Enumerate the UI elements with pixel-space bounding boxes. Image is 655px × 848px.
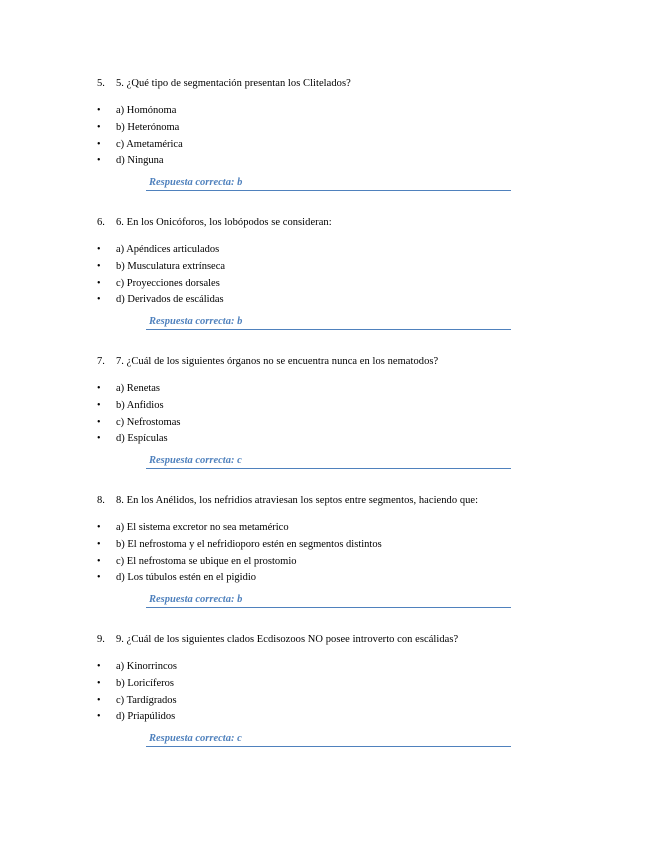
bullet-icon: • bbox=[97, 539, 101, 550]
question-label: 7. ¿Cuál de los siguientes órganos no se encuentra nunca en los nematodos? bbox=[116, 356, 439, 367]
bullet-icon: • bbox=[97, 711, 101, 722]
question-text bbox=[97, 355, 438, 369]
question-label: 8. En los Anélidos, los nefridios atraviesan los septos entre segmentos, haciendo que: bbox=[116, 495, 479, 506]
question-label: 5. ¿Qué tipo de segmentación presentan los Clitelados? bbox=[116, 78, 351, 89]
bullet-icon: • bbox=[97, 417, 101, 428]
answer-divider bbox=[146, 190, 511, 191]
question-number: 7. bbox=[97, 356, 105, 367]
bullet-icon: • bbox=[97, 155, 101, 166]
bullet-icon: • bbox=[97, 572, 101, 583]
correct-answer: Respuesta correcta: b bbox=[149, 594, 243, 605]
bullet-icon: • bbox=[97, 105, 101, 116]
question-text bbox=[97, 77, 351, 91]
question-number: 6. bbox=[97, 217, 105, 228]
question-text bbox=[97, 216, 332, 230]
bullet-icon: • bbox=[97, 244, 101, 255]
question-text bbox=[97, 633, 458, 647]
bullet-icon: • bbox=[97, 556, 101, 567]
question-number: 9. bbox=[97, 634, 105, 645]
bullet-icon: • bbox=[97, 695, 101, 706]
correct-answer: Respuesta correcta: b bbox=[149, 316, 243, 327]
bullet-icon: • bbox=[97, 522, 101, 533]
answer-divider bbox=[146, 329, 511, 330]
bullet-icon: • bbox=[97, 661, 101, 672]
answer-divider bbox=[146, 746, 511, 747]
document-page: 5. 5. ¿Qué tipo de segmentación presentan los Clitelados? • a) Homónoma • b) Heterónoma • c) Ametamérica • d) Ninguna Respuesta correcta: b 6. 6. En los Onicóforos, los lobópodos se consideran: • a) Apéndices articulados • b) Musculatura extrínseca • c) Proyecciones dorsales • d) Derivados de escálidas Respuesta correcta: b 7. 7. ¿Cuál de los siguientes órganos no se encuentra nunca en los nematodos? • a) Renetas • b) Anfidios • c) Nefrostomas • d) Espículas Respuesta correcta: c 8. 8. En los Anélidos, los nefridios atraviesan los septos entre segmentos, haciendo que: • a) El sistema excretor no sea metamérico • b) El nefrostoma y el nefridioporo estén en segmentos distintos • c) El nefrostoma se ubique en el prostomio • d) Los túbulos estén en el pigidio Respuesta correcta: b 9. 9. ¿Cuál de los siguientes clados Ecdisozoos NO posee introverto con escálidas? • a) Kinorrincos • b) Loricíferos • c) Tardígrados • d) Priapúlidos Respuesta correcta: c bbox=[0, 0, 655, 848]
question-text bbox=[97, 494, 478, 508]
bullet-icon: • bbox=[97, 383, 101, 394]
correct-answer: Respuesta correcta: b bbox=[149, 177, 243, 188]
answer-divider bbox=[146, 607, 511, 608]
correct-answer: Respuesta correcta: c bbox=[149, 733, 242, 744]
question-number: 8. bbox=[97, 495, 105, 506]
bullet-icon: • bbox=[97, 139, 101, 150]
question-number: 5. bbox=[97, 78, 105, 89]
question-label: 9. ¿Cuál de los siguientes clados Ecdisozoos NO posee introverto con escálidas? bbox=[116, 634, 459, 645]
bullet-icon: • bbox=[97, 278, 101, 289]
answer-divider bbox=[146, 468, 511, 469]
bullet-icon: • bbox=[97, 122, 101, 133]
correct-answer: Respuesta correcta: c bbox=[149, 455, 242, 466]
bullet-icon: • bbox=[97, 400, 101, 411]
bullet-icon: • bbox=[97, 433, 101, 444]
bullet-icon: • bbox=[97, 294, 101, 305]
question-label: 6. En los Onicóforos, los lobópodos se consideran: bbox=[116, 217, 332, 228]
bullet-icon: • bbox=[97, 261, 101, 272]
bullet-icon: • bbox=[97, 678, 101, 689]
